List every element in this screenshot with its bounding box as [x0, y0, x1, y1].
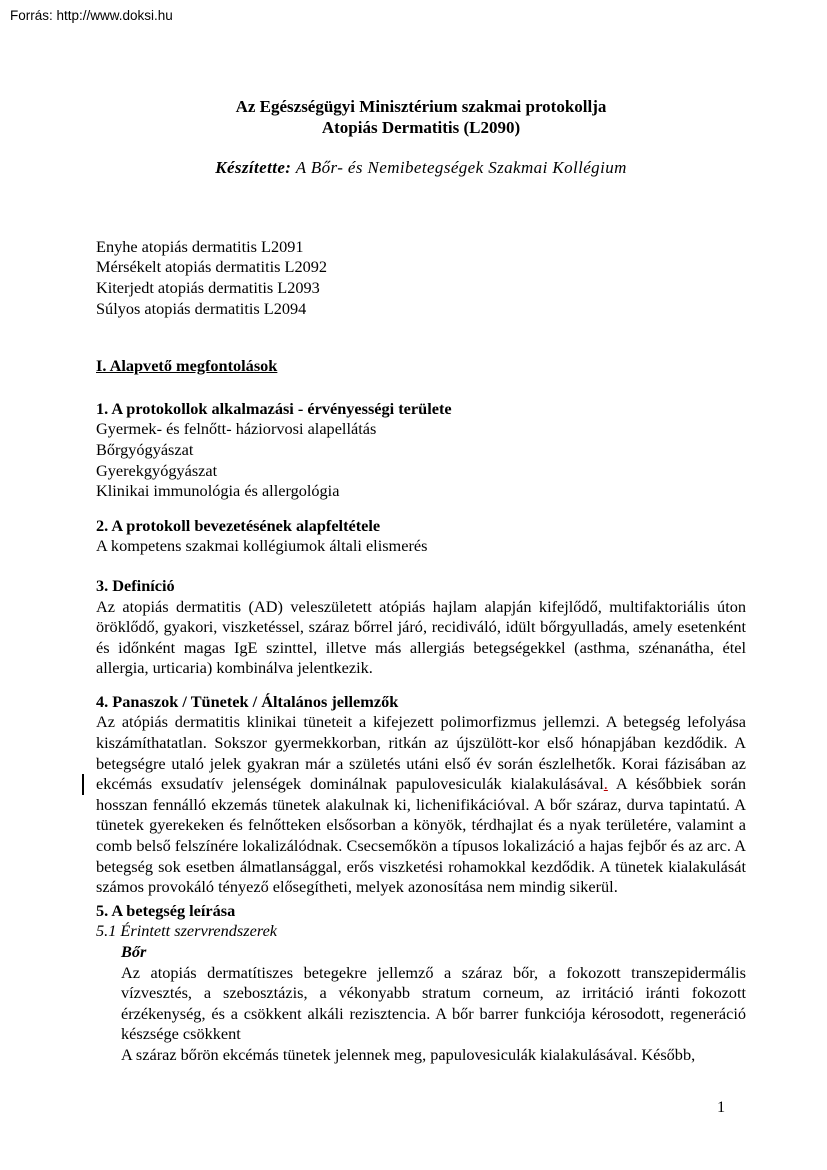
skin-paragraph-2: A száraz bőrön ekcémás tünetek jelennek meg, papulovesiculák kialakulásával. Később, [121, 1044, 696, 1064]
subsection-heading-1: 1. A protokollok alkalmazási - érvényességi területe [96, 398, 452, 418]
prepared-by-line [96, 158, 746, 179]
code-list-item: Kiterjedt atopiás dermatitis L2093 [96, 277, 320, 297]
prepared-by-value: A Bőr- és Nemibetegségek Szakmai Kollégium [291, 158, 627, 178]
subsection-heading-4: 4. Panaszok / Tünetek / Általános jellemzők [96, 691, 399, 711]
organ-system-block [96, 942, 746, 1066]
subsection-4-body [96, 712, 746, 897]
subsection-4-body-part1: Az atópiás dermatitis klinikai tüneteit a kifejezett polimorfizmus jellemzi. A betegség lefolyása kiszámíthatatlan. Sokszor gyermekkorban, ritkán az újszülött-kor első hónapjában kezdődik. A betegségre utaló jelek gyakran már a születés utáni első év során észlelhetők. Korai fázisában az ekcémás exsudatív jelenségek dominálnak papulovesiculák kialakulásával [96, 712, 746, 794]
skin-paragraph-1: Az atopiás dermatítiszes betegekre jellemző a száraz bőr, a fokozott transzepidermális vízvesztés, a szebosztázis, a vékonyabb stratum corneum, az irritáció iránti fokozott érzékenység, és a csökkent alkáli rezisztencia. A bőr barrer funkciója kérosodott, regeneráció készsége csökkent [121, 962, 746, 1044]
scope-line: Gyerekgyógyászat [96, 460, 218, 480]
document-title [96, 97, 746, 138]
prepared-by-label: Készítette: [215, 158, 292, 178]
diagnosis-code-list [96, 237, 746, 319]
source-url-header: Forrás: http://www.doksi.hu [10, 8, 173, 23]
subsection-4-body-part2: A későbbiek során hosszan fennálló ekzemás tünetek alakulnak ki, lichenifikációval. A bőr száraz, durva tapintatú. A tünetek gyerekeken és felnőtteken elsősorban a könyök, térdhajlat és a nyak területére, valamint a comb belső felszínére lokalizálódnak. Csecsemőkön a típusos lokalizáció a hajas fejbőr és az arc. A betegség sok esetben álmatlansággal, erős viszketési rohamokkal kezdődik. A tünetek kialakulását számos provokáló tényező elősegítheti, melyek azonosítása nem mindig sikerül. [96, 774, 747, 897]
scope-line: Bőrgyógyászat [96, 439, 194, 459]
document-content [96, 0, 746, 1066]
subsection-heading-2: 2. A protokoll bevezetésének alapfeltétele [96, 515, 381, 535]
subsection-heading-5-1: 5.1 Érintett szervrendszerek [96, 921, 278, 941]
section-heading-main: I. Alapvető megfontolások [96, 356, 278, 376]
code-list-item: Mérsékelt atopiás dermatitis L2092 [96, 257, 328, 277]
page-number: 1 [717, 1097, 726, 1116]
organ-heading-skin: Bőr [121, 942, 147, 961]
code-list-item: Súlyos atopiás dermatitis L2094 [96, 298, 307, 318]
subsection-heading-5: 5. A betegség leírása [96, 900, 236, 920]
subsection-2-body: A kompetens szakmai kollégiumok általi elismerés [96, 536, 428, 556]
scope-line: Gyermek- és felnőtt- háziorvosi alapellátás [96, 419, 377, 439]
tracked-change-mark: . [603, 774, 608, 794]
tracked-change-bar [82, 774, 84, 795]
subsection-3-body: Az atopiás dermatitis (AD) veleszületett atópiás hajlam alapján kifejlődő, multifaktoriális úton öröklődő, gyakori, viszketéssel, száraz bőrrel járó, recidiváló, idült bőrgyulladás, amely esetenként és időnként magas IgE szinttel, illetve más allergiás betegségekkel (asthma, szénanátha, étel allergia, urticaria) kombinálva jelentkezik. [96, 596, 746, 678]
scope-line: Klinikai immunológia és allergológia [96, 481, 340, 501]
subsection-heading-3: 3. Definíció [96, 575, 175, 595]
code-list-item: Enyhe atopiás dermatitis L2091 [96, 236, 304, 256]
subsection-1-body [96, 419, 746, 501]
document-title-line1: Az Egészségügyi Minisztérium szakmai protokollja [235, 97, 607, 116]
document-title-line2: Atopiás Dermatitis (L2090) [321, 117, 521, 137]
